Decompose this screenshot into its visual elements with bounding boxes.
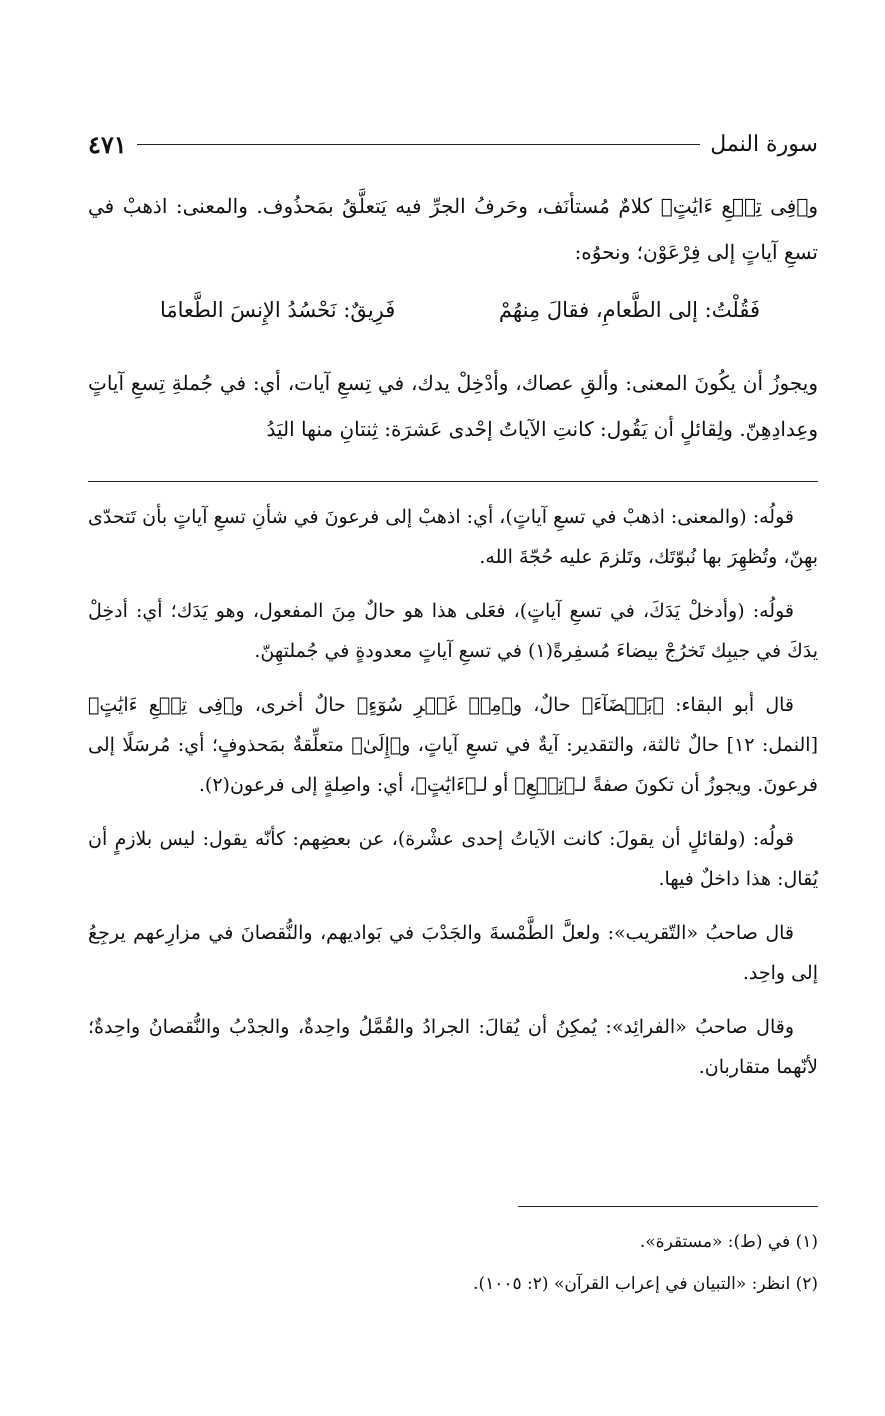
main-paragraph-1: و﴿فِى تِسۡعِ ءَايَٰتٍ﴾ كلامٌ مُستأنَف، وحَرفُ الجرِّ فيه يَتعلَّقُ بمَحذُوف. والمعنى: اذهبْ في تسعِ آياتٍ إلى فِرْعَوْن؛ ونحوُه: [88, 194, 818, 264]
commentary [88, 497, 818, 1101]
poetry-verse [160, 298, 760, 348]
verse-first-hemistich: فَقُلْتُ: إلى الطَّعامِ، فقالَ مِنهُمْ [498, 298, 760, 322]
verse-second-hemistich: فَرِيقٌ: نَحْسُدُ الإِنسَ الطَّعامَا [160, 298, 396, 322]
main-text-continued [88, 360, 818, 452]
header-rule [137, 144, 701, 145]
main-text [88, 183, 818, 275]
page-number: ٤٧١ [88, 129, 127, 159]
commentary-paragraph-3: قال أبو البقاء: ﴿بَيۡضَآءَ﴾ حالٌ، و﴿مِنۡ غَيۡرِ سُوٓءٍ﴾ حالٌ أخرى، و﴿فِى تِسۡعِ ءَايَٰتٍ﴾ [النمل: ١٢] حالٌ ثالثة، والتقدير: آيةٌ في تسعِ آياتٍ، و﴿إِلَىٰ﴾ متعلِّقةٌ بمَحذوفٍ؛ أي: مُرسَلًا إلى فرعونَ. ويجوزُ أن تكونَ صفةً لـ﴿تِسۡعِ﴾ أو لـ﴿ءَايَٰتٍ﴾، أي: واصِلةٍ إلى فرعون(٢). [88, 694, 818, 796]
footnote-rule [518, 1206, 818, 1207]
commentary-paragraph-1: قولُه: (والمعنى: اذهبْ في تسعِ آياتٍ)، أي: اذهبْ إلى فرعونَ في شأنِ تسعِ آياتٍ بأن تَتحدّى بهِنّ، وتُظهِرَ بها نُبوّتَك، وتَلزمَ عليه حُجّةَ الله. [88, 506, 818, 568]
footnote-1: (١) في (ط): «مستقرة». [639, 1232, 818, 1252]
surah-title: سورة النمل [710, 131, 818, 157]
footnote-2: (٢) انظر: «التبيان في إعراب القرآن» (٢: ١٠٠٥). [473, 1274, 818, 1294]
commentary-paragraph-2: قولُه: (وأدخلْ يَدَكَ، في تسعِ آياتٍ)، فعَلى هذا هو حالٌ مِنَ المفعول، وهو يَدَك؛ أي: أدخِلْ يدَكَ في جيبِك تَخرُجْ بيضاءَ مُسفِرةً(١) في تسعِ آياتٍ معدودةٍ في جُملتهِنّ. [88, 600, 818, 662]
commentary-paragraph-6: وقال صاحبُ «الفرائِد»: يُمكِنُ أن يُقالَ: الجرادُ والقُمَّلُ واحِدةٌ، والجدْبُ والنُّقصانُ واحِدةٌ؛ لأنّهما متقاربان. [88, 1016, 818, 1078]
text-commentary-separator [88, 481, 818, 482]
commentary-paragraph-4: قولُه: (ولقائلٍ أن يقولَ: كانت الآياتُ إحدى عشْرة)، عن بعضِهم: كأنّه يقول: ليس بلازمٍ أن يُقال: هذا داخلٌ فيها. [88, 828, 818, 890]
page-header [88, 124, 818, 164]
commentary-paragraph-5: قال صاحبُ «التّقريب»: ولعلَّ الطَّمْسةَ والجَدْبَ في بَواديهم، والنُّقصانَ في مزارِعهم يرجِعُ إلى واحِد. [88, 922, 818, 984]
main-paragraph-2: ويجوزُ أن يكُونَ المعنى: وألقِ عصاك، وأدْخِلْ يدك، في تِسعِ آيات، أي: في جُملةِ تِسعِ آياتٍ وعِدادِهِنّ. ولِقائلٍ أن يَقُول: كانتِ الآياتُ إحْدى عَشرَة: ثِنتانِ منها اليَدُ [88, 371, 818, 441]
